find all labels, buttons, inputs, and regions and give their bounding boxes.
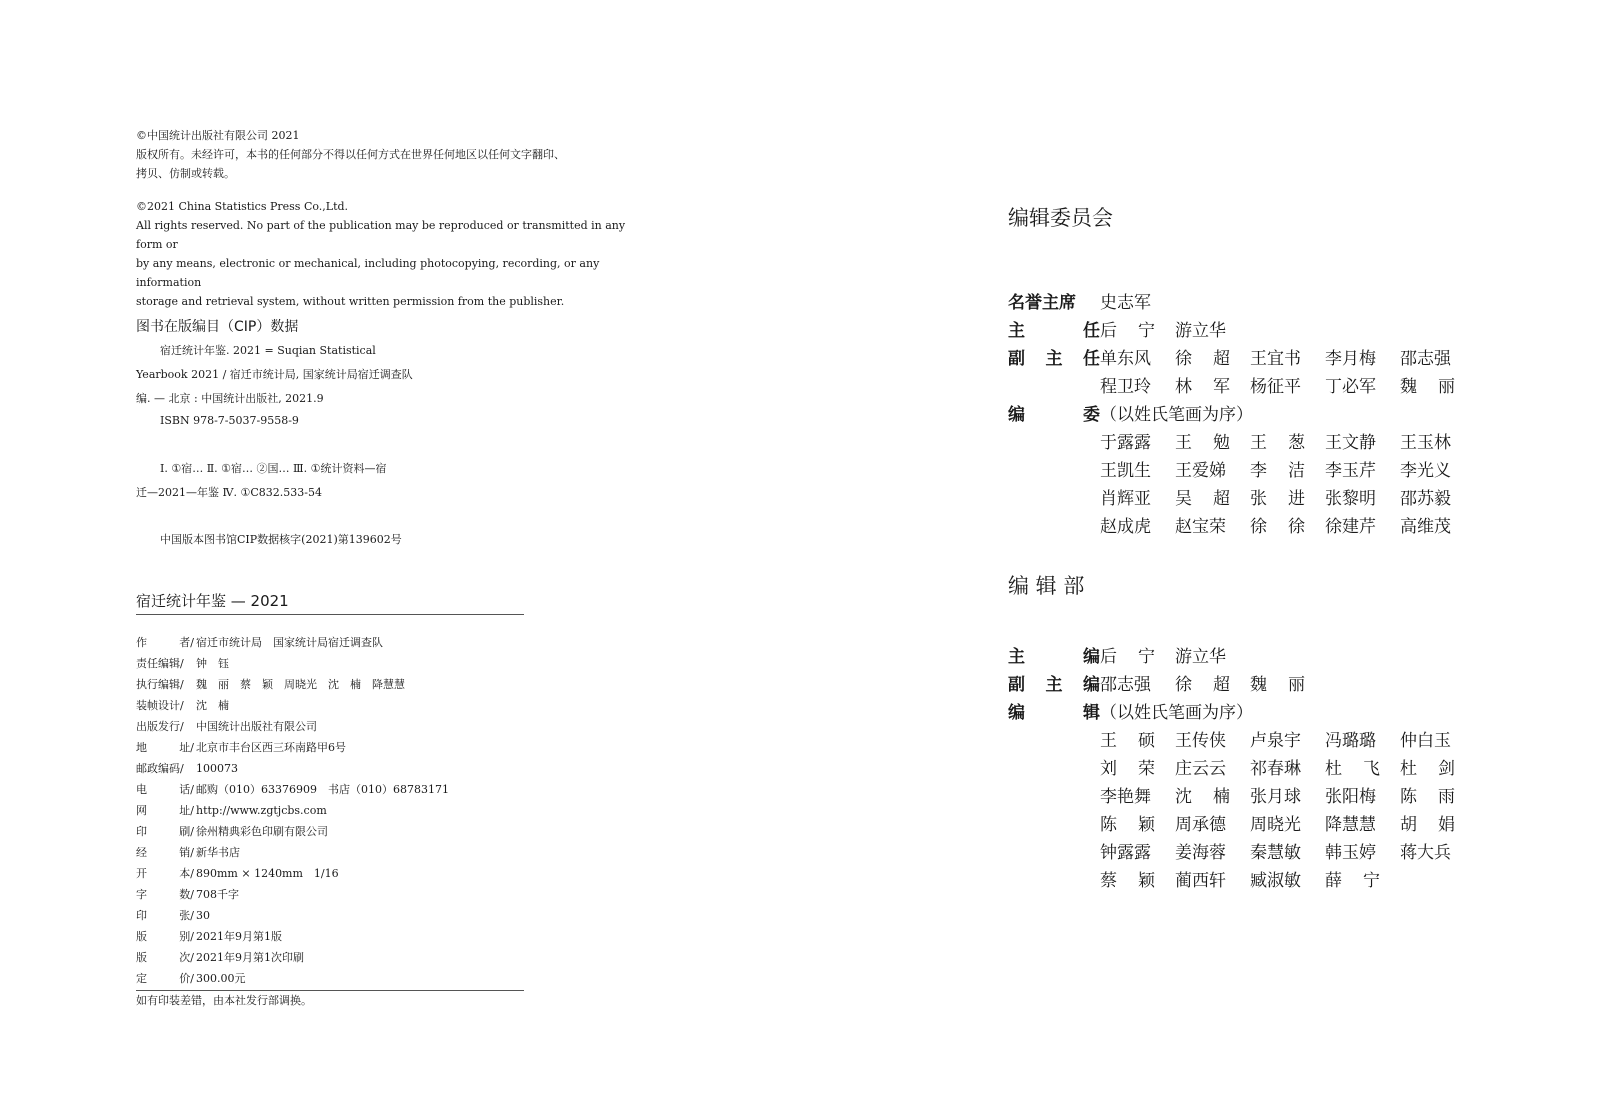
colophon-label: 印 刷/	[136, 825, 194, 838]
person-name: 吴 超	[1175, 489, 1230, 509]
person-name: 李玉芹	[1325, 461, 1376, 481]
copyright-en-line4: storage and retrieval system, without written permission from the publisher.	[136, 295, 565, 308]
copyright-cn-line1: ©中国统计出版社有限公司 2021	[136, 129, 300, 142]
person-name: 魏 丽	[1250, 675, 1305, 695]
colophon-label: 字 数/	[136, 888, 194, 901]
person-name: 赵宝荣	[1175, 517, 1226, 537]
role-row	[1008, 314, 1100, 342]
person-name: 张月球	[1250, 787, 1301, 807]
person-name: 程卫玲	[1100, 377, 1151, 397]
person-name: 丁必军	[1325, 377, 1376, 397]
person-name: 秦慧敏	[1250, 843, 1301, 863]
colophon-value: 2021年9月第1次印刷	[196, 951, 304, 964]
person-name: 游立华	[1175, 647, 1226, 667]
role-row	[1008, 342, 1100, 370]
person-name: 张黎明	[1325, 489, 1376, 509]
colophon-label: 邮政编码/	[136, 762, 184, 775]
copyright-block	[136, 126, 626, 311]
person-name: 周承德	[1175, 815, 1226, 835]
book-title: 宿迁统计年鉴 — 2021	[136, 592, 289, 610]
names-row	[1100, 456, 1475, 481]
colophon-value: 沈 楠	[196, 699, 229, 712]
person-name: 韩玉婷	[1325, 843, 1376, 863]
colophon-row	[136, 716, 524, 737]
colophon-row	[136, 884, 524, 905]
colophon-row	[136, 863, 524, 884]
names-row	[1100, 428, 1475, 453]
person-name: 单东风	[1100, 349, 1151, 369]
person-name: 邵苏毅	[1400, 489, 1451, 509]
colophon-label: 网 址/	[136, 804, 194, 817]
person-name: 李艳舞	[1100, 787, 1151, 807]
cip-title: 图书在版编目（CIP）数据	[136, 319, 299, 335]
colophon-value: 100073	[196, 762, 238, 775]
colophon-label: 出版发行/	[136, 720, 184, 733]
colophon-value: 宿迁市统计局 国家统计局宿迁调查队	[196, 636, 383, 649]
role-label: 副 主 任	[1008, 348, 1100, 369]
person-name: 臧淑敏	[1250, 871, 1301, 891]
colophon-row	[136, 926, 524, 947]
cip-line: Yearbook 2021 / 宿迁市统计局, 国家统计局宿迁调查队	[136, 368, 413, 381]
cip-number: 中国版本图书馆CIP数据核字(2021)第139602号	[160, 533, 402, 546]
person-name: 李 洁	[1250, 461, 1305, 481]
person-name: 祁春琳	[1250, 759, 1301, 779]
person-name: 徐 超	[1175, 675, 1230, 695]
role-row	[1008, 286, 1100, 314]
colophon-label: 开 本/	[136, 867, 194, 880]
person-name: 仲白玉	[1400, 731, 1451, 751]
names-row	[1100, 316, 1250, 341]
colophon-label: 装帧设计/	[136, 699, 184, 712]
person-name: 邵志强	[1400, 349, 1451, 369]
colophon-value: http://www.zgtjcbs.com	[196, 804, 327, 817]
role-row	[1008, 640, 1100, 668]
role-label: 编 委	[1008, 404, 1100, 425]
colophon-row	[136, 632, 524, 653]
colophon-value: 魏 丽 蔡 颖 周晓光 沈 楠 降慧慧	[196, 678, 405, 691]
person-name: 杨征平	[1250, 377, 1301, 397]
person-name: 李光义	[1400, 461, 1451, 481]
role-row	[1008, 668, 1100, 696]
person-name: 沈 楠	[1175, 787, 1230, 807]
person-name: 周晓光	[1250, 815, 1301, 835]
colophon-row	[136, 947, 524, 968]
colophon-value: 30	[196, 909, 210, 922]
colophon-row	[136, 842, 524, 863]
colophon-row	[136, 905, 524, 926]
colophon-label: 版 别/	[136, 930, 194, 943]
person-name: 蒋大兵	[1400, 843, 1451, 863]
editorial-title: 编 辑 部	[1008, 574, 1085, 598]
person-name: 刘 荣	[1100, 759, 1155, 779]
colophon-value: 2021年9月第1版	[196, 930, 282, 943]
person-name: 赵成虎	[1100, 517, 1151, 537]
names-row	[1100, 484, 1475, 509]
role-row	[1008, 398, 1100, 426]
colophon-row	[136, 674, 524, 695]
colophon-value: 890mm × 1240mm 1/16	[196, 867, 339, 880]
colophon-table	[136, 632, 524, 989]
names-row	[1100, 754, 1475, 779]
names-row	[1100, 810, 1475, 835]
cip-line: 宿迁统计年鉴. 2021 = Suqian Statistical	[160, 344, 376, 357]
colophon-label: 执行编辑/	[136, 678, 184, 691]
cip-isbn: ISBN 978-7-5037-9558-9	[160, 414, 299, 427]
colophon-row	[136, 968, 524, 989]
person-name: 后 宁	[1100, 647, 1155, 667]
colophon-value: 708千字	[196, 888, 239, 901]
colophon-label: 地 址/	[136, 741, 194, 754]
person-name: 徐 超	[1175, 349, 1230, 369]
names-row	[1100, 866, 1400, 891]
copyright-en-line3: by any means, electronic or mechanical, including photocopying, recording, or any information	[136, 257, 600, 289]
colophon-row	[136, 758, 524, 779]
colophon-label: 印 张/	[136, 909, 194, 922]
colophon-label: 电 话/	[136, 783, 194, 796]
person-name: 钟露露	[1100, 843, 1151, 863]
names-row	[1100, 288, 1175, 313]
copyright-en-line1: ©2021 China Statistics Press Co.,Ltd.	[136, 200, 349, 213]
person-name: 冯璐璐	[1325, 731, 1376, 751]
role-label: 名誉主席	[1008, 292, 1076, 313]
person-name: 后 宁	[1100, 321, 1155, 341]
copyright-en-line2: All rights reserved. No part of the publication may be reproduced or transmitted in any form or	[136, 219, 626, 251]
committee-title: 编辑委员会	[1008, 206, 1113, 230]
names-row	[1100, 782, 1475, 807]
person-name: 陈 雨	[1400, 787, 1455, 807]
person-name: 蔡 颖	[1100, 871, 1155, 891]
colophon-note: 如有印装差错，由本社发行部调换。	[136, 994, 312, 1007]
colophon-row	[136, 737, 524, 758]
cip-line: 编. — 北京 : 中国统计出版社, 2021.9	[136, 392, 324, 405]
cip-line: Ⅰ. ①宿… Ⅱ. ①宿… ②国… Ⅲ. ①统计资料—宿	[160, 462, 387, 475]
colophon-value: 邮购（010）63376909 书店（010）68783171	[196, 783, 449, 796]
colophon-label: 责任编辑/	[136, 657, 184, 670]
person-name: 王凯生	[1100, 461, 1151, 481]
person-name: 陈 颖	[1100, 815, 1155, 835]
colophon-value: 新华书店	[196, 846, 240, 859]
colophon-value: 北京市丰台区西三环南路甲6号	[196, 741, 346, 754]
person-name: 于露露	[1100, 433, 1151, 453]
role-label: 编 辑	[1008, 702, 1100, 723]
person-name: 庄云云	[1175, 759, 1226, 779]
person-name: 王 硕	[1100, 731, 1155, 751]
person-name: 王文静	[1325, 433, 1376, 453]
person-name: 张 进	[1250, 489, 1305, 509]
colophon-value: 中国统计出版社有限公司	[196, 720, 317, 733]
copyright-cn-line3: 拷贝、仿制或转载。	[136, 167, 235, 180]
names-row	[1100, 372, 1475, 397]
person-name: 游立华	[1175, 321, 1226, 341]
person-name: 王 葱	[1250, 433, 1305, 453]
names-row	[1100, 838, 1475, 863]
person-name: 姜海蓉	[1175, 843, 1226, 863]
colophon-value: 钟 钰	[196, 657, 229, 670]
person-name: 王 勉	[1175, 433, 1230, 453]
person-name: 王宜书	[1250, 349, 1301, 369]
person-name: 杜 飞	[1325, 759, 1380, 779]
colophon-row	[136, 653, 524, 674]
colophon-row	[136, 779, 524, 800]
names-row	[1100, 670, 1325, 695]
colophon-label: 版 次/	[136, 951, 194, 964]
role-row	[1008, 696, 1100, 724]
person-name: 肖辉亚	[1100, 489, 1151, 509]
person-name: 林 军	[1175, 377, 1230, 397]
order-note: （以姓氏笔画为序）	[1100, 703, 1253, 723]
names-row	[1100, 512, 1475, 537]
person-name: 史志军	[1100, 293, 1151, 313]
colophon-label: 经 销/	[136, 846, 194, 859]
role-label: 主 编	[1008, 646, 1100, 667]
order-note: （以姓氏笔画为序）	[1100, 405, 1253, 425]
person-name: 杜 剑	[1400, 759, 1455, 779]
colophon-label: 定 价/	[136, 972, 194, 985]
colophon-row	[136, 800, 524, 821]
colophon-row	[136, 821, 524, 842]
person-name: 王玉林	[1400, 433, 1451, 453]
colophon-value: 徐州精典彩色印刷有限公司	[196, 825, 328, 838]
person-name: 魏 丽	[1400, 377, 1455, 397]
names-row	[1100, 642, 1250, 667]
names-row	[1100, 344, 1475, 369]
person-name: 李月梅	[1325, 349, 1376, 369]
person-name: 胡 娟	[1400, 815, 1455, 835]
copyright-cn-line2: 版权所有。未经许可，本书的任何部分不得以任何方式在世界任何地区以任何文字翻印、	[136, 148, 565, 161]
person-name: 高维茂	[1400, 517, 1451, 537]
colophon-row	[136, 695, 524, 716]
colophon-label: 作 者/	[136, 636, 194, 649]
person-name: 薛 宁	[1325, 871, 1380, 891]
role-label: 副 主 编	[1008, 674, 1100, 695]
colophon-value: 300.00元	[196, 972, 246, 985]
person-name: 张阳梅	[1325, 787, 1376, 807]
person-name: 卢泉宇	[1250, 731, 1301, 751]
divider	[136, 990, 524, 991]
role-label: 主 任	[1008, 320, 1100, 341]
person-name: 降慧慧	[1325, 815, 1376, 835]
person-name: 徐建芹	[1325, 517, 1376, 537]
person-name: 蔺西轩	[1175, 871, 1226, 891]
cip-line: 迁—2021—年鉴 Ⅳ. ①C832.533-54	[136, 486, 322, 499]
person-name: 徐 徐	[1250, 517, 1305, 537]
person-name: 王爱娣	[1175, 461, 1226, 481]
names-row	[1100, 726, 1475, 751]
person-name: 王传侠	[1175, 731, 1226, 751]
person-name: 邵志强	[1100, 675, 1151, 695]
divider	[136, 614, 524, 615]
